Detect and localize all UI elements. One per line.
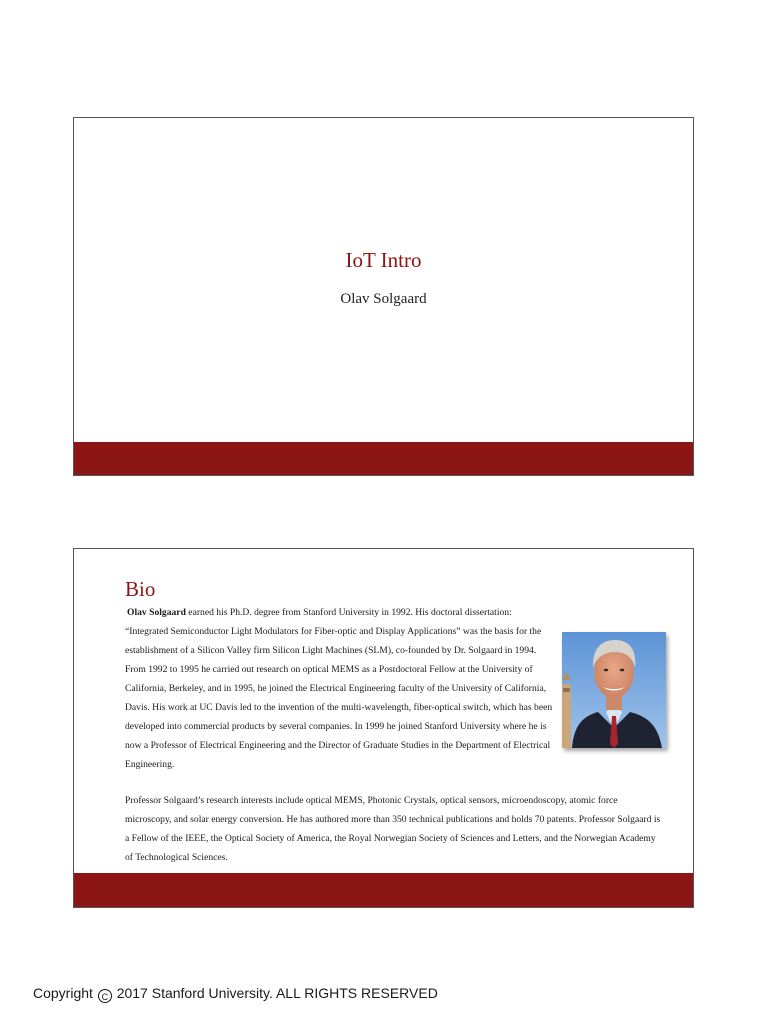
copyright-symbol: C bbox=[98, 989, 112, 1003]
bio-paragraph-1 bbox=[125, 603, 555, 774]
portrait-photo bbox=[562, 632, 666, 748]
copyright-label: Copyright bbox=[33, 985, 93, 1001]
bio-paragraph-1-text: earned his Ph.D. degree from Stanford University in 1992. His doctoral dissertation: “Integrated Semiconductor Light Modulators for Fiber-optic and Display Applications” was the basis for the establishment of a Silicon Valley firm Silicon Light Machines (SLM), co-founded by Dr. Solgaard in 1994. From 1992 to 1995 he carried out research on optical MEMS as a Postdoctoral Fellow at the University of California, Berkeley, and in 1995, he joined the Electrical Engineering faculty of the University of California, Davis. His work at UC Davis led to the invention of the multi-wavelength, fiber-optical switch, which has been developed into commercial products by several companies. In 1999 he joined Stanford University where he is now a Professor of Electrical Engineering and the Director of Graduate Studies in the Department of Electrical Engineering. bbox=[125, 607, 553, 770]
copyright-text: 2017 Stanford University. ALL RIGHTS RESERVED bbox=[116, 985, 438, 1001]
title-slide bbox=[73, 117, 694, 476]
bio-name: Olav Solgaard bbox=[127, 607, 186, 618]
slide-footer-bar bbox=[74, 873, 693, 907]
slide-author: Olav Solgaard bbox=[340, 291, 427, 307]
slide-footer-bar bbox=[74, 442, 693, 475]
title-block bbox=[74, 248, 693, 308]
bio-slide bbox=[73, 548, 694, 908]
bio-paragraph-2: Professor Solgaard’s research interests include optical MEMS, Photonic Crystals, optical sensors, microendoscopy, atomic force microscopy, and solar energy conversion. He has authored more than 350 technical publications and holds 70 patents. Professor Solgaard is a Fellow of the IEEE, the Optical Society of America, the Royal Norwegian Society of Sciences and Letters, and the Norwegian Academy of Technological Sciences. bbox=[125, 795, 661, 863]
slide-title: IoT Intro bbox=[345, 248, 422, 272]
bio-heading: Bio bbox=[125, 577, 156, 601]
copyright-notice bbox=[33, 985, 438, 1003]
